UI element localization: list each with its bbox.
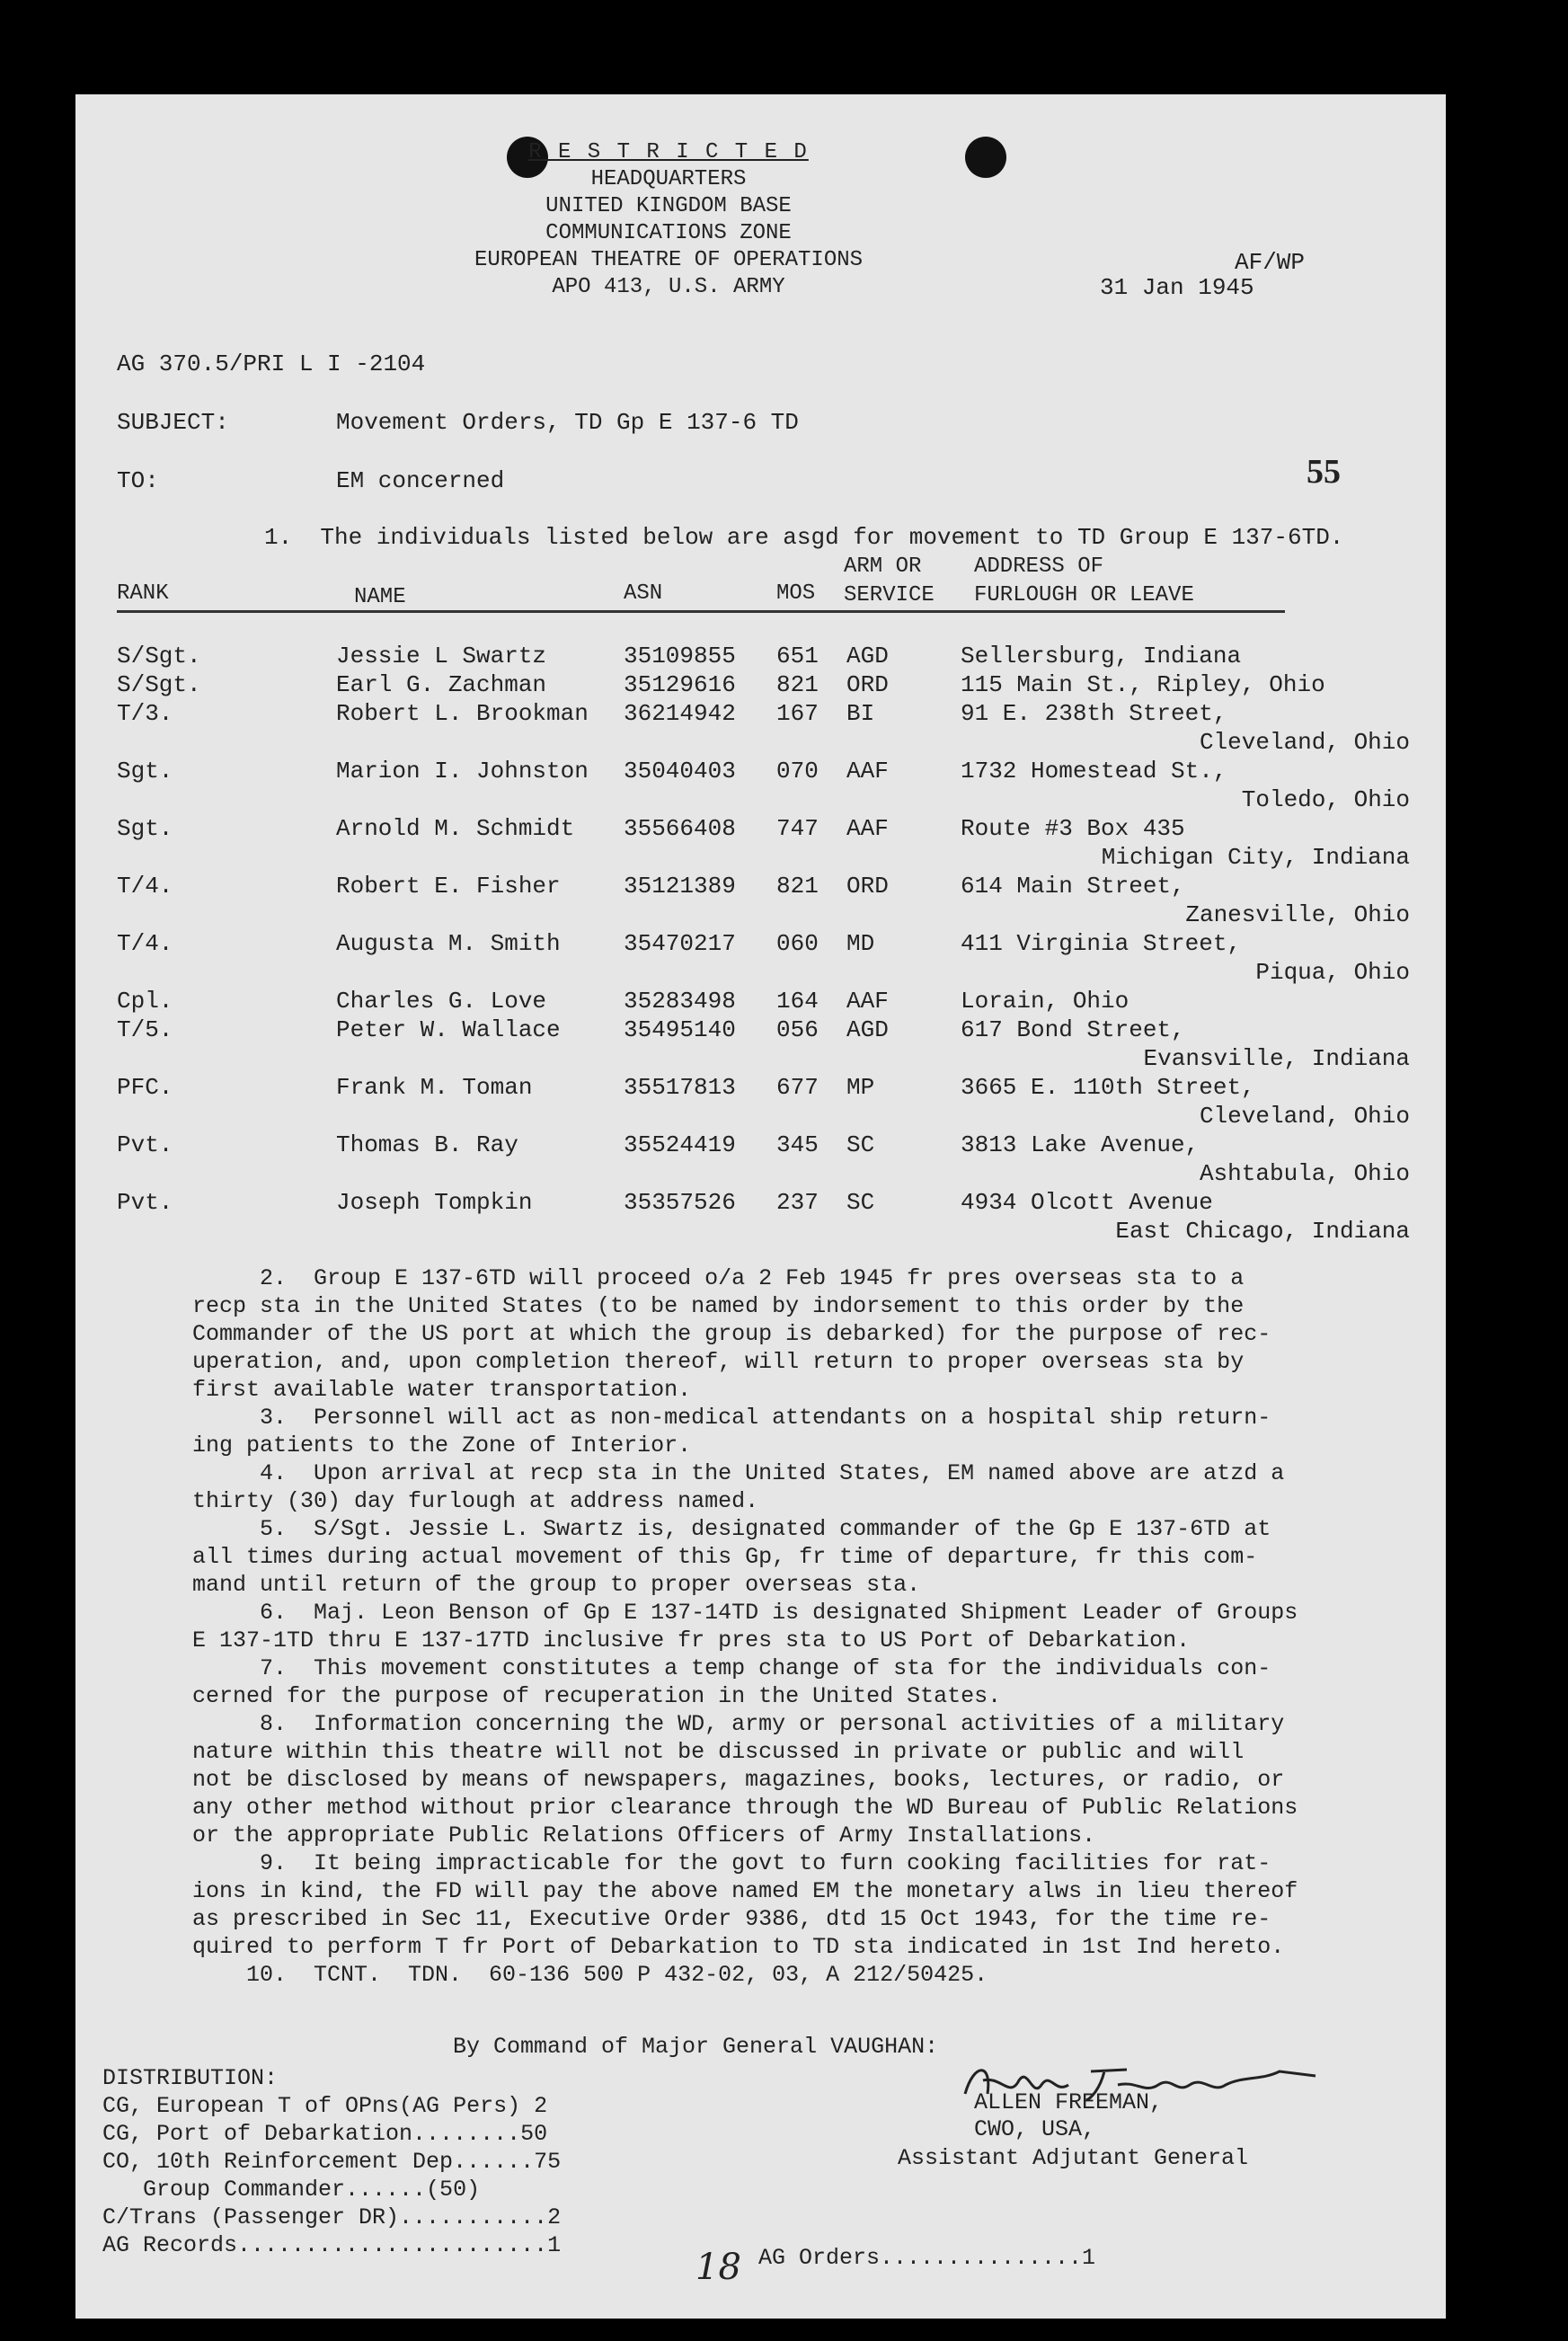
cell-service: AGD	[846, 1016, 889, 1043]
column-name: NAME	[354, 585, 406, 609]
classification-marking: R E S T R I C T E D	[528, 140, 809, 164]
cell-address-line: 91 E. 238th Street,	[961, 700, 1227, 727]
cell-address-line: Zanesville, Ohio	[1185, 901, 1410, 928]
cell-address-line: Cleveland, Ohio	[1199, 729, 1410, 756]
cell-rank: Sgt.	[117, 758, 173, 785]
cell-asn: 35040403	[624, 758, 736, 785]
distribution-item: C/Trans (Passenger DR)...........2	[102, 2204, 562, 2230]
signer-title: Assistant Adjutant General	[898, 2145, 1249, 2171]
cell-rank: S/Sgt.	[117, 643, 201, 669]
cell-address-line: East Chicago, Indiana	[1115, 1218, 1410, 1245]
cell-address-line: Route #3 Box 435	[961, 815, 1185, 842]
distribution-item: CO, 10th Reinforcement Dep......75	[102, 2149, 562, 2175]
cell-address-line: Michigan City, Indiana	[1101, 844, 1410, 871]
cell-service: AAF	[846, 988, 889, 1015]
signer-name: ALLEN FREEMAN,	[974, 2089, 1164, 2115]
cell-address-line: Cleveland, Ohio	[1199, 1103, 1410, 1130]
cell-address-line: 1732 Homestead St.,	[961, 758, 1227, 785]
distribution-item: CG, European T of OPns(AG Pers) 2	[102, 2093, 548, 2119]
cell-rank: T/4.	[117, 873, 173, 900]
column-arm-service: ARM OR SERVICE	[844, 554, 935, 607]
header-rule	[117, 610, 1285, 613]
cell-rank: S/Sgt.	[117, 671, 201, 698]
paragraph-7: 7. This movement constitutes a temp change of sta for the individuals con- cerned for the purpose of recuperation in the United States.	[192, 1655, 1271, 1709]
cell-asn: 35357526	[624, 1189, 736, 1216]
distribution-label: DISTRIBUTION:	[102, 2065, 279, 2091]
distribution-list	[102, 2092, 561, 2259]
column-address: ADDRESS OF FURLOUGH OR LEAVE	[974, 554, 1194, 607]
cell-address-line: Ashtabula, Ohio	[1199, 1160, 1410, 1187]
cell-service: SC	[846, 1189, 875, 1216]
cell-service: MP	[846, 1074, 875, 1101]
cell-service: BI	[846, 700, 875, 727]
cell-address-line: Piqua, Ohio	[1255, 959, 1410, 986]
distribution-extra: AG Orders...............1	[758, 2245, 1096, 2271]
cell-address-line: 115 Main St., Ripley, Ohio	[961, 671, 1325, 698]
paragraph-10: 10. TCNT. TDN. 60-136 500 P 432-02, 03, A 212/50425.	[192, 1962, 988, 1988]
cell-address-line: 3665 E. 110th Street,	[961, 1074, 1255, 1101]
cell-name: Marion I. Johnston	[336, 758, 589, 785]
cell-rank: Cpl.	[117, 988, 173, 1015]
cell-asn: 35470217	[624, 930, 736, 957]
cell-address-line: Lorain, Ohio	[961, 988, 1129, 1015]
body-paragraphs	[192, 1264, 1432, 1989]
cell-asn: 35109855	[624, 643, 736, 669]
paragraph-6: 6. Maj. Leon Benson of Gp E 137-14TD is designated Shipment Leader of Groups E 137-1TD thru E 137-17TD inclusive fr pres sta to US Port of Debarkation.	[192, 1600, 1298, 1654]
to-label: TO:	[117, 467, 159, 494]
cell-asn: 36214942	[624, 700, 736, 727]
subject-text: Movement Orders, TD Gp E 137-6 TD	[336, 409, 799, 436]
cell-name: Frank M. Toman	[336, 1074, 533, 1101]
command-line: By Command of Major General VAUGHAN:	[453, 2034, 939, 2060]
cell-mos: 821	[776, 873, 819, 900]
signer-rank: CWO, USA,	[974, 2116, 1096, 2142]
cell-address-line: 4934 Olcott Avenue	[961, 1189, 1213, 1216]
cell-address-line: 3813 Lake Avenue,	[961, 1131, 1200, 1158]
cell-service: AAF	[846, 815, 889, 842]
cell-address-line: Evansville, Indiana	[1143, 1045, 1410, 1072]
cell-name: Robert E. Fisher	[336, 873, 561, 900]
cell-mos: 056	[776, 1016, 819, 1043]
paragraph-4: 4. Upon arrival at recp sta in the United States, EM named above are atzd a thirty (30) day furlough at address named.	[192, 1460, 1285, 1514]
cell-service: ORD	[846, 873, 889, 900]
cell-mos: 237	[776, 1189, 819, 1216]
cell-address-line: 617 Bond Street,	[961, 1016, 1185, 1043]
header-line-5: APO 413, U.S. ARMY	[552, 275, 785, 299]
cell-name: Peter W. Wallace	[336, 1016, 561, 1043]
distribution-item: Group Commander......(50)	[102, 2177, 481, 2203]
cell-asn: 35121389	[624, 873, 736, 900]
cell-name: Robert L. Brookman	[336, 700, 589, 727]
cell-rank: Pvt.	[117, 1189, 173, 1216]
cell-mos: 651	[776, 643, 819, 669]
cell-asn: 35129616	[624, 671, 736, 698]
cell-name: Augusta M. Smith	[336, 930, 561, 957]
cell-rank: T/3.	[117, 700, 173, 727]
header-line-1: HEADQUARTERS	[590, 167, 747, 191]
header-line-3: COMMUNICATIONS ZONE	[545, 221, 792, 245]
column-rank: RANK	[117, 581, 169, 606]
cell-mos: 677	[776, 1074, 819, 1101]
cell-rank: Sgt.	[117, 815, 173, 842]
subject-label: SUBJECT:	[117, 409, 229, 436]
cell-mos: 345	[776, 1131, 819, 1158]
office-code: AF/WP	[1235, 249, 1306, 276]
cell-name: Jessie L Swartz	[336, 643, 547, 669]
margin-mark: 18	[695, 2247, 741, 2288]
paragraph-9: 9. It being impracticable for the govt to furn cooking facilities for rat- ions in kind, the FD will pay the above named EM the monetary alws in lieu thereof as prescribed in Sec 11, Executive Order 9386, dtd 15 Oct 1943, for the time re- quired to perform T fr Port of Debarkation to TD sta indicated in 1st Ind hereto.	[192, 1850, 1298, 1960]
cell-mos: 747	[776, 815, 819, 842]
column-mos: MOS	[776, 581, 816, 606]
cell-rank: T/4.	[117, 930, 173, 957]
cell-asn: 35495140	[624, 1016, 736, 1043]
reference-number: AG 370.5/PRI L I -2104	[117, 350, 426, 377]
paragraph-2: 2. Group E 137-6TD will proceed o/a 2 Feb 1945 fr pres overseas sta to a recp sta in the United States (to be named by indorsement to this order by the Commander of the US port at which the group is debarked) for the purpose of rec- uperation, and, upon completion thereof, will return to proper overseas sta by first available water transportation.	[192, 1265, 1271, 1403]
cell-mos: 821	[776, 671, 819, 698]
cell-rank: T/5.	[117, 1016, 173, 1043]
cell-asn: 35283498	[624, 988, 736, 1015]
to-text: EM concerned	[336, 467, 505, 494]
page-number: 55	[1307, 453, 1341, 491]
paragraph-5: 5. S/Sgt. Jessie L. Swartz is, designated commander of the Gp E 137-6TD at all times during actual movement of this Gp, fr time of departure, fr this com- mand until return of the group to proper overseas sta.	[192, 1516, 1271, 1598]
cell-service: MD	[846, 930, 875, 957]
document-page	[75, 94, 1446, 2319]
distribution-item: AG Records.......................1	[102, 2232, 562, 2258]
cell-asn: 35524419	[624, 1131, 736, 1158]
cell-address-line: 411 Virginia Street,	[961, 930, 1242, 957]
cell-name: Arnold M. Schmidt	[336, 815, 575, 842]
cell-name: Thomas B. Ray	[336, 1131, 518, 1158]
document-date: 31 Jan 1945	[1100, 274, 1254, 301]
cell-mos: 167	[776, 700, 819, 727]
header-line-4: EUROPEAN THEATRE OF OPERATIONS	[474, 248, 864, 272]
cell-service: SC	[846, 1131, 875, 1158]
distribution-item: CG, Port of Debarkation........50	[102, 2121, 548, 2147]
cell-rank: PFC.	[117, 1074, 173, 1101]
header-line-2: UNITED KINGDOM BASE	[545, 194, 792, 218]
cell-address-line: 614 Main Street,	[961, 873, 1185, 900]
cell-asn: 35517813	[624, 1074, 736, 1101]
cell-name: Earl G. Zachman	[336, 671, 547, 698]
cell-rank: Pvt.	[117, 1131, 173, 1158]
paragraph-8: 8. Information concerning the WD, army or personal activities of a military nature within this theatre will not be discussed in private or public and will not be disclosed by means of newspapers, magazines, books, lectures, or radio, or any other method without prior clearance through the WD Bureau of Public Relations or the appropriate Public Relations Officers of Army Installations.	[192, 1711, 1298, 1849]
cell-address-line: Sellersburg, Indiana	[961, 643, 1242, 669]
cell-name: Joseph Tompkin	[336, 1189, 533, 1216]
cell-service: AAF	[846, 758, 889, 785]
cell-service: AGD	[846, 643, 889, 669]
cell-address-line: Toledo, Ohio	[1241, 786, 1410, 813]
cell-mos: 070	[776, 758, 819, 785]
cell-mos: 164	[776, 988, 819, 1015]
cell-asn: 35566408	[624, 815, 736, 842]
column-asn: ASN	[624, 581, 663, 606]
paragraph-1: 1. The individuals listed below are asgd for movement to TD Group E 137-6TD.	[264, 524, 1344, 551]
paragraph-3: 3. Personnel will act as non-medical attendants on a hospital ship return- ing patients to the Zone of Interior.	[192, 1405, 1271, 1459]
cell-name: Charles G. Love	[336, 988, 547, 1015]
cell-service: ORD	[846, 671, 889, 698]
cell-mos: 060	[776, 930, 819, 957]
